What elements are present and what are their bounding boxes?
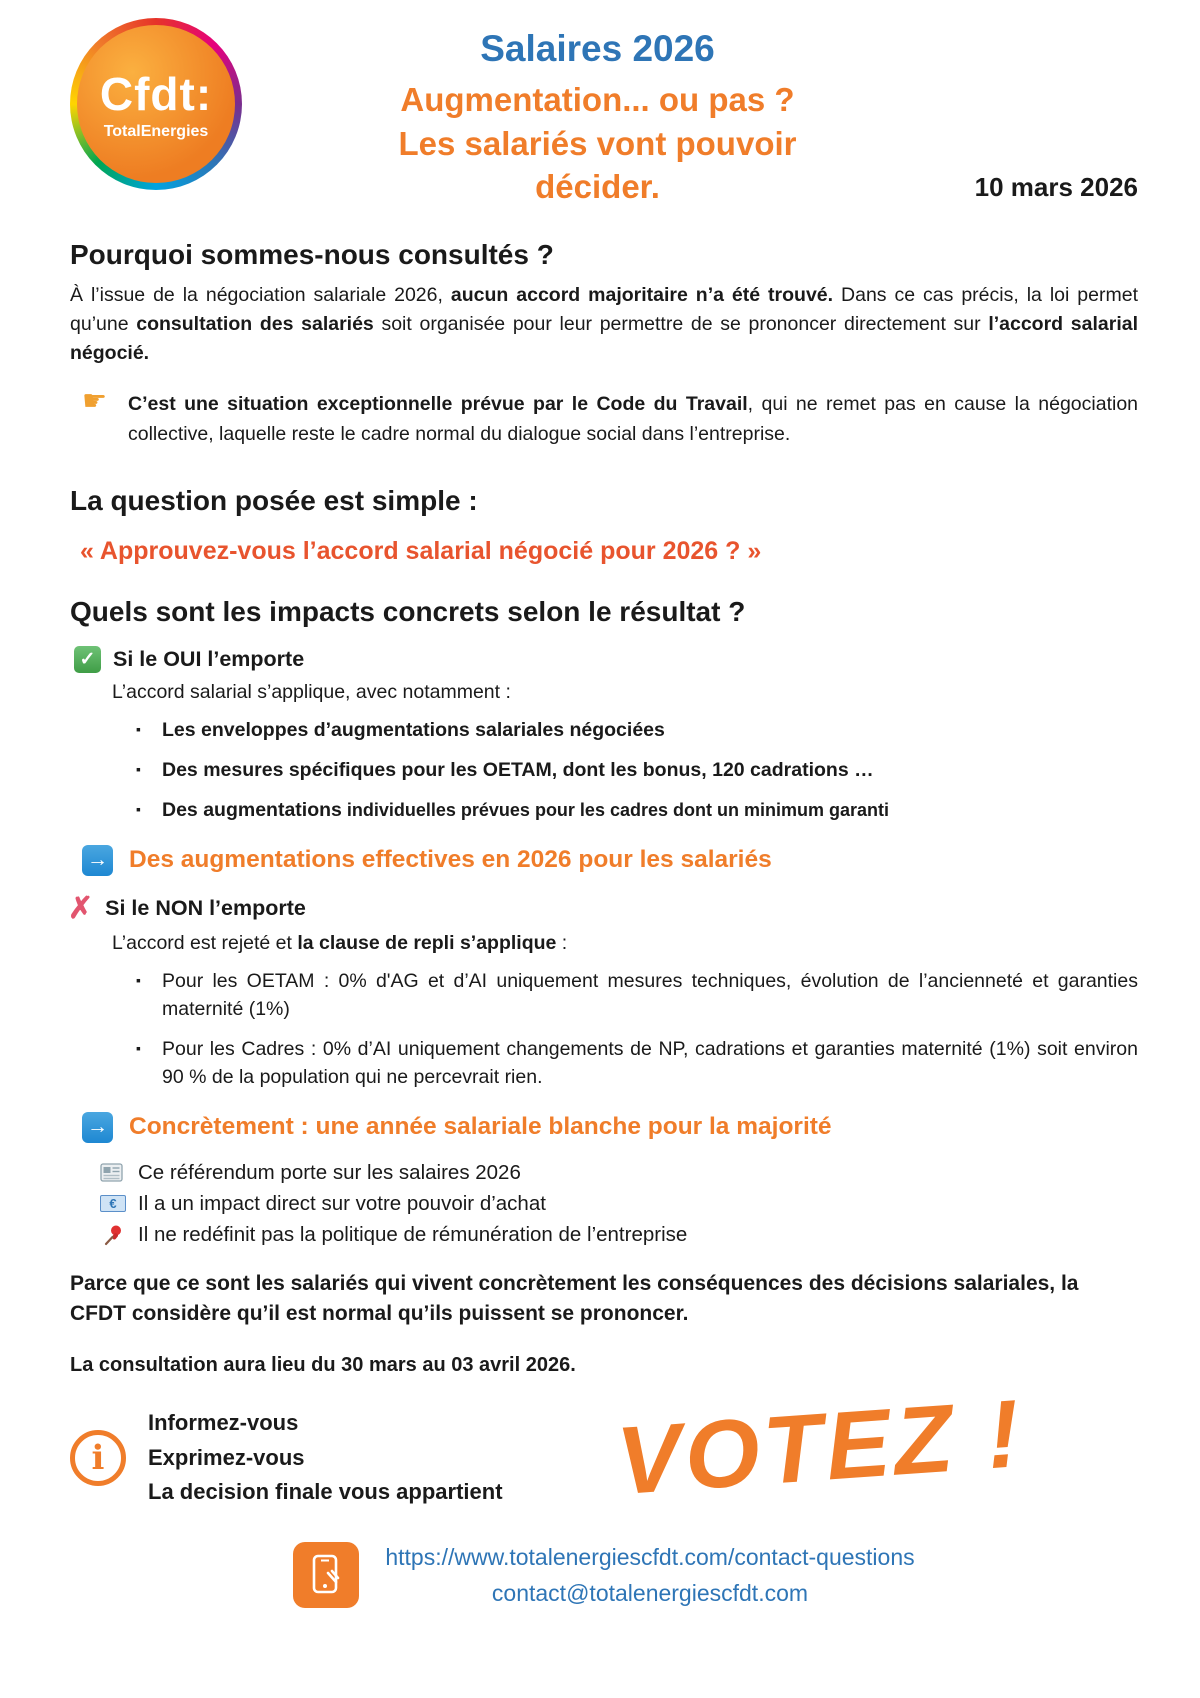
bullet-icon: ▪: [136, 1040, 141, 1057]
no-bullet-2: [136, 1035, 1138, 1092]
bullet-icon: ▪: [136, 801, 141, 818]
code-du-travail-text: [128, 390, 1138, 449]
info-icon: i: [70, 1430, 126, 1486]
bullet-icon: ▪: [136, 720, 141, 737]
consultation-bold: La consultation: [70, 1353, 218, 1376]
code-du-travail-note: [82, 384, 1138, 455]
cta-line-1: Informez-vous: [148, 1410, 299, 1436]
cta-lines: [148, 1406, 503, 1508]
yes-bullet-2: [136, 756, 1138, 784]
subtitle-line-1: Augmentation... ou pas ?: [400, 81, 795, 118]
note-bold: C’est une situation exceptionnelle prévue par le Code du Travail: [128, 393, 748, 416]
fact-row-pouvoir-achat: [100, 1192, 1138, 1216]
yes-conclusion-text: Des augmentations effectives en 2026 pour les salariés: [129, 846, 772, 874]
page-title: Salaires 2026: [480, 28, 715, 69]
fact-text: Ce référendum porte sur les salaires 2026: [138, 1160, 521, 1184]
why-paragraph: [70, 281, 1138, 369]
page-subtitle: [242, 78, 953, 209]
fact-text: Il ne redéfinit pas la politique de rémunération de l’entreprise: [138, 1222, 688, 1246]
fact-row-politique: [100, 1223, 1138, 1247]
newspaper-icon: [100, 1162, 126, 1183]
cross-icon: ✗: [68, 891, 94, 925]
no-conclusion-text: Concrètement : une année salariale blanche pour la majorité: [129, 1113, 832, 1141]
no-result-label: [68, 891, 1138, 925]
yes-bullet-2-bold: Des mesures spécifiques pour les OETAM: [162, 759, 552, 782]
fact-row-referendum: [100, 1161, 1138, 1185]
yes-label-text: Si le OUI l’emporte: [113, 646, 305, 671]
yes-result-label: [74, 646, 1138, 673]
yes-conclusion: [82, 845, 1138, 876]
header: [70, 14, 1138, 209]
bullet-icon: ▪: [136, 761, 141, 778]
cfdt-logo: [70, 18, 242, 190]
no-label-text: Si le NON l’emporte: [105, 896, 306, 921]
euro-banknote-icon: [100, 1195, 126, 1212]
why-heading: Pourquoi sommes-nous consultés ?: [70, 238, 554, 270]
cta-line-2: Exprimez-vous: [148, 1444, 305, 1470]
no-bullet-1-text: Pour les OETAM : 0% d'AG et d’AI uniquement mesures techniques, évolution de l’ancienneté et garanties maternité (1%): [162, 969, 1138, 1020]
yes-bullet-3-text: [162, 796, 889, 824]
yes-bullet-1-text: Les enveloppes d’augmentations salariales négociées: [162, 718, 665, 741]
logo-brand-text: Cfdt:: [99, 68, 213, 120]
subtitle-line-2: Les salariés vont pouvoir: [398, 124, 797, 162]
no-intro-colon: :: [556, 931, 568, 954]
why-p1-bold-1: aucun accord majoritaire n’a été trouvé.: [450, 283, 834, 306]
footer-links: [385, 1539, 914, 1613]
contact-phone-icon: [293, 1542, 359, 1608]
yes-bullet-2-text: [162, 756, 874, 784]
document-date: 10 mars 2026: [974, 171, 1138, 202]
euro-symbol: €: [100, 1195, 126, 1212]
why-p1-bold-2: consultation des salariés: [136, 312, 374, 335]
subtitle-line-3: décider.: [535, 168, 660, 206]
fact-text: Il a un impact direct sur votre pouvoir d’achat: [138, 1191, 546, 1215]
yes-bullet-3: [136, 796, 1138, 824]
why-p1-text: À l’issue de la négociation salariale 2026,: [70, 283, 451, 306]
yes-bullet-3-bold: Des augmentations: [162, 799, 342, 822]
referendum-question: « Approuvez-vous l’accord salarial négocié pour 2026 ? »: [80, 536, 762, 565]
no-intro-text: L’accord est rejeté et: [112, 931, 298, 954]
bullet-icon: ▪: [136, 971, 141, 988]
question-heading: La question posée est simple :: [70, 484, 478, 516]
blue-arrow-icon: →: [82, 845, 113, 876]
no-intro: [112, 932, 1138, 955]
yes-bullet-1: [136, 716, 1138, 744]
cta-block: [70, 1379, 1138, 1515]
pushpin-icon: [100, 1223, 126, 1247]
no-conclusion: [82, 1112, 1138, 1143]
logo-company-text: TotalEnergies: [103, 123, 209, 140]
cfdt-logo-inner: [77, 25, 235, 183]
closing-statement: Parce que ce sont les salariés qui vivent concrètement les conséquences des décisions salariales, la CFDT considère qu’il est normal qu’ils puissent se prononcer.: [70, 1271, 1079, 1326]
footer: [70, 1539, 1138, 1613]
why-p1-text-2: Dans ce cas précis, la loi permet qu’une: [70, 283, 1138, 335]
cta-info: [70, 1406, 503, 1508]
yes-intro: L’accord salarial s’applique, avec notamment :: [112, 680, 511, 703]
consultation-rest: aura lieu du 30 mars au 03 avril 2026.: [217, 1353, 576, 1376]
why-p1-bold-3: l’accord salarial négocié.: [70, 312, 1138, 365]
facts-list: [100, 1161, 1138, 1247]
no-bullet-2-text: Pour les Cadres : 0% d’AI uniquement changements de NP, cadrations et garanties maternité (1%) soit environ 90 % de la population qui ne percevrait rien.: [162, 1038, 1138, 1089]
note-rest: , qui ne remet pas en cause la négociation collective, laquelle reste le cadre normal du dialogue social dans l’entreprise.: [128, 393, 1139, 445]
no-intro-bold: la clause de repli s’applique: [297, 931, 557, 954]
yes-bullet-2-rest: , dont les bonus, 120 cadrations …: [551, 759, 874, 782]
consultation-dates: [70, 1354, 1138, 1377]
yes-bullet-3-rest: individuelles prévues pour les cadres dont un minimum garanti: [341, 800, 889, 821]
pointing-finger-icon: ☛: [82, 385, 108, 417]
contact-url-link[interactable]: https://www.totalenergiescfdt.com/contact-questions: [385, 1543, 915, 1570]
votez-callout: VOTEZ !: [612, 1379, 1027, 1515]
why-p1-text-3: soit organisée pour leur permettre de se prononcer directement sur: [373, 312, 989, 335]
cta-line-3: La decision finale vous appartient: [148, 1478, 503, 1504]
check-icon: ✓: [74, 646, 101, 673]
blue-arrow-icon: →: [82, 1112, 113, 1143]
impacts-heading: Quels sont les impacts concrets selon le résultat ?: [70, 595, 746, 627]
contact-email-link[interactable]: contact@totalenergiescfdt.com: [491, 1580, 809, 1607]
header-title-block: [242, 14, 953, 209]
no-bullet-1: [136, 967, 1138, 1024]
